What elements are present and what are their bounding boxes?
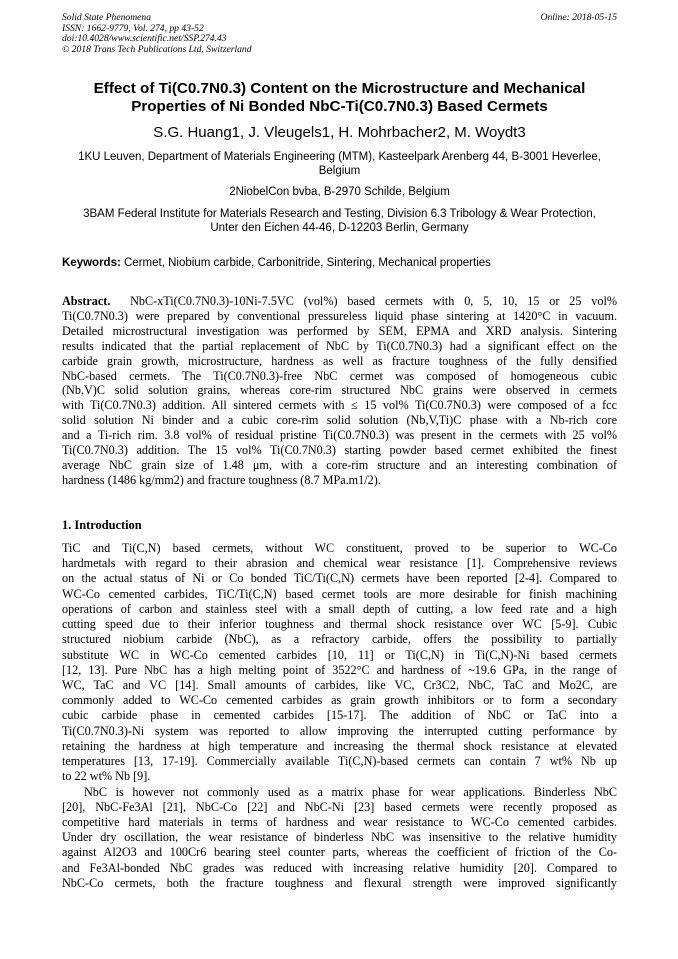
intro-line: competitive hard materials in terms of hardness and wear resistance to WC-Co cemented carbides. bbox=[62, 814, 617, 829]
section-heading-introduction: 1. Introduction bbox=[62, 518, 142, 532]
intro-line: temperatures [13, 17-19]. Commercially available Ti(C,N)-based cermets can contain 7 wt% Nb up bbox=[62, 754, 617, 769]
abstract-line-text: NbC-xTi(C0.7N0.3)-10Ni-7.5VC (vol%) based cermets with 0, 5, 10, 15 or 25 vol% bbox=[130, 294, 617, 308]
abstract-line: solid solution Ni binder and a cubic core-rim solid solution (Nb,V,Ti)C phase with a Nb-rich core bbox=[62, 413, 617, 428]
intro-line: [12, 13]. Pure NbC has a high melting point of 3522°C and hardness of ~19.6 GPa, in the range of bbox=[62, 662, 617, 677]
intro-line: on the actual status of Ni or Co bonded TiC/Ti(C,N) cermets have been reported [2-4]. Compared to bbox=[62, 571, 617, 586]
intro-line: WC-Co cemented carbides, TiC/Ti(C,N) based cermet tools are more desirable for finish machining bbox=[62, 586, 617, 601]
abstract-line: (Nb,V)C solid solution grains, whereas core-rim structured NbC grains were observed in cermets bbox=[62, 383, 617, 398]
affiliation-2: 2NiobelCon bvba, B-2970 Schilde, Belgium bbox=[229, 186, 450, 198]
intro-line: operations of carbon and stainless steel with a small depth of cutting, a low feed rate and a high bbox=[62, 601, 617, 616]
journal-header bbox=[62, 13, 617, 55]
journal-name: Solid State Phenomena bbox=[62, 12, 151, 23]
intro-line: against Al2O3 and 100Cr6 bearing steel counter parts, whereas the coefficient of friction of the Co- bbox=[62, 845, 617, 860]
abstract-line: Ti(C0.7N0.3) were prepared by conventional pressureless liquid phase sintering at 1420°C in vacuum. bbox=[62, 308, 617, 323]
doi-line: doi:10.4028/www.scientific.net/SSP.274.43 bbox=[62, 33, 227, 45]
intro-line: TiC and Ti(C,N) based cermets, without WC constituent, proved to be superior to WC-Co bbox=[62, 541, 617, 555]
copyright-line: © 2018 Trans Tech Publications Ltd, Switzerland bbox=[62, 43, 252, 55]
paper-title bbox=[62, 80, 617, 116]
intro-line: cubic carbide phase in cemented carbides [15-17]. The addition of NbC or TaC into a bbox=[62, 708, 617, 723]
abstract-line: results indicated that the partial replacement of NbC by Ti(C0.7N0.3) had a significant effect on the bbox=[62, 338, 617, 353]
abstract-line: and a Ti-rich rim. 3.8 vol% of residual pristine Ti(C0.7N0.3) was present in the cermets with 25 vol% bbox=[62, 428, 617, 443]
intro-line: to 22 wt% Nb [9]. bbox=[62, 769, 151, 784]
abstract-line: NbC-based cermets. The Ti(C0.7N0.3)-free NbC cermet was composed of homogeneous cubic bbox=[62, 368, 617, 383]
intro-line: [20], NbC-Fe3Al [21], NbC-Co [22] and NbC-Ni [23] based cermets were recently proposed as bbox=[62, 799, 617, 814]
abstract-line: Ti(C0.7N0.3) addition. The 15 vol% Ti(C0.7N0.3) starting powder based cermet exhibited the finest bbox=[62, 443, 617, 458]
keywords-text: Cermet, Niobium carbide, Carbonitride, Sintering, Mechanical properties bbox=[124, 257, 491, 269]
intro-line: hardmetals with regard to their abrasion and chemical wear resistance [1]. Comprehensive reviews bbox=[62, 556, 617, 571]
author-list: S.G. Huang1, J. Vleugels1, H. Mohrbacher2, M. Woydt3 bbox=[153, 124, 526, 141]
abstract-line: carbide grain growth, microstructure, hardness as well as fracture toughness of the fully densified bbox=[62, 353, 617, 368]
affiliation-3: 3BAM Federal Institute for Materials Research and Testing, Division 6.3 Tribology & Wear Protection, Unter den Eichen 44-46, D-12203 Berlin, Germany bbox=[83, 208, 596, 235]
intro-line: substitute WC in WC-Co cemented carbides [10, 11] or Ti(C,N) in Ti(C,N)-Ni based cermets bbox=[62, 647, 617, 662]
intro-line: retaining the hardness at high temperature and increasing the thermal shock resistance at elevated bbox=[62, 738, 617, 753]
abstract-line: with Ti(C0.7N0.3) addition. All sintered cermets with ≤ 15 vol% Ti(C0.7N0.3) were composed of a fcc bbox=[62, 398, 617, 413]
affiliation-1: 1KU Leuven, Department of Materials Engineering (MTM), Kasteelpark Arenberg 44, B-3001 Heverlee, Belgium bbox=[78, 151, 601, 178]
abstract-label: Abstract. bbox=[62, 294, 111, 308]
abstract-line: average NbC grain size of 1.48 μm, with a core-rim structure and an interesting combination of bbox=[62, 457, 617, 472]
intro-line: NbC is however not commonly used as a matrix phase for wear applications. Binderless NbC bbox=[84, 784, 617, 799]
introduction-body bbox=[62, 541, 617, 891]
intro-line: structured niobium carbide (NbC), as a refractory carbide, offers the possibility to partially bbox=[62, 632, 617, 647]
intro-line: and Fe3Al-bonded NbC grades was reduced with increasing relative humidity [20]. Compared to bbox=[62, 860, 617, 875]
abstract-line: hardness (1486 kg/mm2) and fracture toughness (8.7 MPa.m1/2). bbox=[62, 472, 381, 487]
title-line-2: Properties of Ni Bonded NbC-Ti(C0.7N0.3) Based Cermets bbox=[131, 98, 548, 115]
intro-line: Under dry oscillation, the wear resistance of binderless NbC was insensitive to the relative humidity bbox=[62, 830, 617, 845]
keywords bbox=[62, 256, 617, 270]
issn-line: ISSN: 1662-9779, Vol. 274, pp 43-52 bbox=[62, 22, 204, 34]
intro-line: Ti(C0.7N0.3)-Ni system was reported to allow improving the interrupted cutting performance by bbox=[62, 723, 617, 738]
abstract-line: Detailed microstructural investigation was performed by SEM, EPMA and XRD analysis. Sintering bbox=[62, 323, 617, 338]
intro-line: commonly added to WC-Co cemented carbides as grain growth inhibitors or to form a secondary bbox=[62, 693, 617, 708]
keywords-label: Keywords: bbox=[62, 257, 121, 269]
abstract bbox=[62, 294, 617, 488]
abstract-line bbox=[62, 294, 617, 309]
intro-line: WC, TaC and VC [14]. Small amounts of carbides, like VC, Cr3C2, NbC, TaC and Mo2C, are bbox=[62, 677, 617, 692]
online-date: Online: 2018-05-15 bbox=[540, 12, 617, 23]
intro-line: cutting speed due to their inferior toughness and thermal shock resistance over WC [5-9]. Cubic bbox=[62, 617, 617, 632]
title-line-1: Effect of Ti(C0.7N0.3) Content on the Microstructure and Mechanical bbox=[93, 80, 586, 97]
intro-line: NbC-Co cermets, both the fracture toughness and flexural strength were improved significantly bbox=[62, 875, 617, 890]
